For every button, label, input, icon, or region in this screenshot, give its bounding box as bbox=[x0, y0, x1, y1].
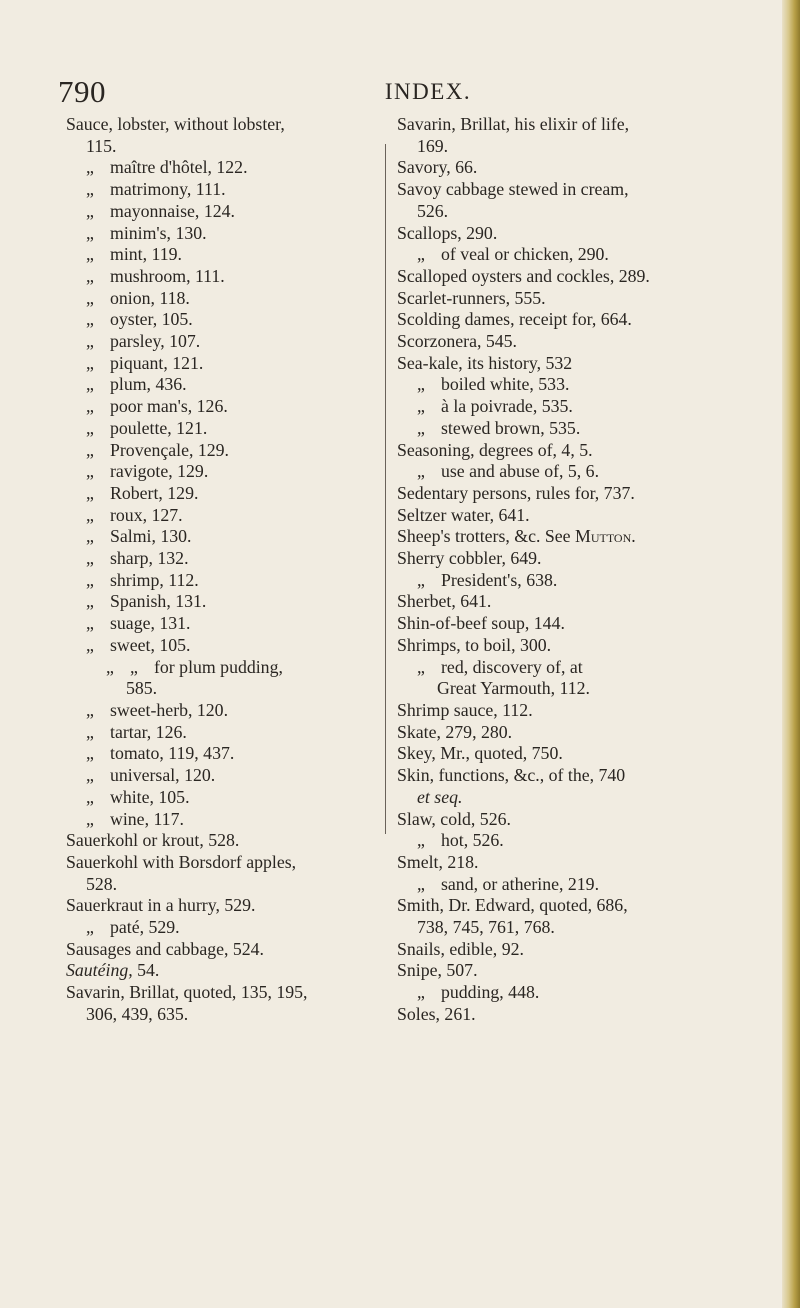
entry-text: Sauerkohl or krout, 528. bbox=[66, 830, 240, 851]
index-entry bbox=[66, 939, 384, 961]
entry-text: Salmi, 130. bbox=[110, 526, 192, 547]
entry-text: universal, 120. bbox=[110, 765, 216, 786]
ditto-mark: „ bbox=[86, 200, 94, 221]
entry-text: oyster, 105. bbox=[110, 309, 193, 330]
index-entry bbox=[397, 353, 709, 375]
entry-text: Robert, 129. bbox=[110, 482, 199, 503]
entry-text: Sautéing, 54. bbox=[66, 960, 160, 981]
entry-text: sharp, 132. bbox=[110, 548, 189, 569]
entry-text: à la poivrade, 535. bbox=[441, 396, 573, 417]
entry-text: Soles, 261. bbox=[397, 1003, 476, 1024]
entry-italic-heading: Sautéing, bbox=[66, 960, 133, 981]
ditto-mark: „ bbox=[86, 309, 94, 330]
entry-text: Skin, functions, &c., of the, 740 bbox=[397, 765, 626, 786]
entry-text: use and abuse of, 5, 6. bbox=[441, 461, 600, 482]
entry-text: Seasoning, degrees of, 4, 5. bbox=[397, 439, 593, 460]
entry-text: Seltzer water, 641. bbox=[397, 504, 530, 525]
entry-text: Provençale, 129. bbox=[110, 439, 229, 460]
entry-text: poor man's, 126. bbox=[110, 396, 228, 417]
index-entry bbox=[397, 331, 709, 353]
entry-text: sweet-herb, 120. bbox=[110, 699, 229, 720]
ditto-mark: „ bbox=[417, 569, 425, 590]
entry-text: wine, 117. bbox=[110, 808, 184, 829]
index-entry bbox=[397, 570, 709, 592]
index-entry bbox=[397, 461, 709, 483]
index-entry bbox=[397, 244, 709, 266]
entry-text: Skate, 279, 280. bbox=[397, 721, 513, 742]
entry-text: Slaw, cold, 526. bbox=[397, 808, 511, 829]
cross-reference: Mutton. bbox=[575, 526, 636, 547]
index-entry bbox=[397, 874, 709, 896]
entry-text: Savarin, Brillat, his elixir of life, bbox=[397, 114, 630, 134]
index-entry bbox=[66, 809, 384, 831]
page-edge bbox=[782, 0, 800, 1308]
index-entry bbox=[66, 179, 384, 201]
index-entry bbox=[397, 830, 709, 852]
entry-text: of veal or chicken, 290. bbox=[441, 244, 609, 265]
index-entry bbox=[397, 852, 709, 874]
entry-text: Sauerkohl with Borsdorf apples, bbox=[66, 851, 297, 872]
entry-text: tomato, 119, 437. bbox=[110, 743, 235, 764]
index-entry bbox=[397, 982, 709, 1004]
entry-text: Shrimp sauce, 112. bbox=[397, 699, 533, 720]
entry-text: suage, 131. bbox=[110, 613, 191, 634]
index-entry bbox=[397, 613, 709, 635]
index-entry bbox=[397, 483, 709, 505]
ditto-mark: „ bbox=[86, 721, 94, 742]
ditto-mark: „ bbox=[86, 352, 94, 373]
entry-text: piquant, 121. bbox=[110, 352, 204, 373]
entry-text: Sauce, lobster, without lobster, bbox=[66, 114, 285, 134]
index-entry bbox=[66, 722, 384, 744]
entry-text: mayonnaise, 124. bbox=[110, 200, 235, 221]
index-entry bbox=[66, 353, 384, 375]
index-entry bbox=[66, 830, 384, 852]
index-entry bbox=[66, 700, 384, 722]
index-entry bbox=[397, 743, 709, 765]
entry-text: for plum pudding, bbox=[154, 656, 283, 677]
index-entry bbox=[66, 223, 384, 245]
entry-continuation: Great Yarmouth, 112. bbox=[437, 678, 590, 699]
entry-text: Sherry cobbler, 649. bbox=[397, 548, 542, 569]
index-entry bbox=[66, 526, 384, 548]
entry-text: Smelt, 218. bbox=[397, 851, 479, 872]
entry-text: Scarlet-runners, 555. bbox=[397, 287, 546, 308]
entry-text: roux, 127. bbox=[110, 504, 183, 525]
index-entry bbox=[397, 440, 709, 462]
index-entry bbox=[397, 1004, 709, 1026]
index-entry bbox=[66, 440, 384, 462]
entry-text: Snails, edible, 92. bbox=[397, 938, 524, 959]
entry-text: parsley, 107. bbox=[110, 331, 201, 352]
index-column-right bbox=[397, 114, 709, 1026]
ditto-mark: „ bbox=[86, 265, 94, 286]
index-entry bbox=[397, 418, 709, 440]
ditto-mark: „ bbox=[86, 396, 94, 417]
entry-text: Smith, Dr. Edward, quoted, 686, bbox=[397, 895, 628, 916]
entry-text: Spanish, 131. bbox=[110, 591, 207, 612]
index-entry bbox=[66, 548, 384, 570]
ditto-mark: „ bbox=[86, 439, 94, 460]
entry-text: stewed brown, 535. bbox=[441, 417, 581, 438]
entry-text: sweet, 105. bbox=[110, 634, 191, 655]
entry-text: paté, 529. bbox=[110, 917, 180, 938]
ditto-mark: „ bbox=[86, 569, 94, 590]
index-entry bbox=[66, 418, 384, 440]
ditto-mark: „ bbox=[86, 808, 94, 829]
index-entry bbox=[397, 722, 709, 744]
index-entry bbox=[397, 309, 709, 331]
index-entry bbox=[397, 809, 709, 831]
ditto-mark: „ bbox=[86, 743, 94, 764]
entry-text: Scalloped oysters and cockles, 289. bbox=[397, 265, 650, 286]
index-entry bbox=[66, 309, 384, 331]
ditto-mark: „ bbox=[86, 482, 94, 503]
entry-continuation: 115. bbox=[86, 135, 117, 156]
ditto-mark: „ bbox=[86, 287, 94, 308]
ditto-mark: „ bbox=[86, 417, 94, 438]
ditto-mark: „ bbox=[86, 591, 94, 612]
entry-text: President's, 638. bbox=[441, 569, 558, 590]
index-entry bbox=[66, 787, 384, 809]
entry-text: matrimony, 111. bbox=[110, 179, 226, 200]
ditto-mark: „ bbox=[417, 396, 425, 417]
index-entry bbox=[66, 483, 384, 505]
ditto-mark: „ bbox=[417, 830, 425, 851]
index-entry bbox=[397, 765, 709, 808]
entry-text: Snipe, 507. bbox=[397, 960, 478, 981]
index-entry bbox=[66, 917, 384, 939]
index-entry bbox=[397, 505, 709, 527]
ditto-mark: „ bbox=[106, 656, 114, 677]
entry-text: sand, or atherine, 219. bbox=[441, 873, 600, 894]
ditto-mark: „ bbox=[86, 765, 94, 786]
ditto-mark: „ bbox=[86, 634, 94, 655]
index-entry bbox=[66, 244, 384, 266]
index-entry bbox=[66, 982, 384, 1025]
index-entry bbox=[397, 960, 709, 982]
entry-text: Scorzonera, 545. bbox=[397, 331, 517, 352]
entry-text: hot, 526. bbox=[441, 830, 504, 851]
index-entry bbox=[397, 635, 709, 657]
ditto-mark: „ bbox=[86, 222, 94, 243]
ditto-mark: „ bbox=[86, 157, 94, 178]
entry-continuation: 526. bbox=[417, 200, 449, 221]
ditto-mark: „ bbox=[86, 786, 94, 807]
running-head: INDEX. bbox=[384, 79, 472, 104]
index-entry bbox=[66, 570, 384, 592]
entry-continuation: 528. bbox=[86, 873, 118, 894]
index-entry bbox=[66, 743, 384, 765]
index-entry bbox=[397, 157, 709, 179]
entry-continuation: 738, 745, 761, 768. bbox=[417, 917, 555, 938]
ditto-mark: „ bbox=[417, 656, 425, 677]
index-entry bbox=[397, 396, 709, 418]
ditto-mark: „ bbox=[86, 374, 94, 395]
index-entry bbox=[66, 657, 384, 700]
index-entry bbox=[397, 223, 709, 245]
entry-text: Shrimps, to boil, 300. bbox=[397, 634, 552, 655]
entry-text: Savarin, Brillat, quoted, 135, 195, bbox=[66, 982, 308, 1003]
entry-text: Scallops, 290. bbox=[397, 222, 498, 243]
ditto-mark: „ bbox=[86, 699, 94, 720]
entry-text: Sausages and cabbage, 524. bbox=[66, 938, 264, 959]
index-entry bbox=[66, 591, 384, 613]
entry-text: maître d'hôtel, 122. bbox=[110, 157, 248, 178]
index-entry bbox=[397, 179, 709, 222]
entry-continuation: 169. bbox=[417, 135, 449, 156]
ditto-mark: „ bbox=[86, 613, 94, 634]
index-entry bbox=[66, 266, 384, 288]
entry-text: red, discovery of, at bbox=[441, 656, 583, 677]
index-entry bbox=[397, 266, 709, 288]
index-entry bbox=[397, 895, 709, 938]
entry-text: minim's, 130. bbox=[110, 222, 207, 243]
entry-text: tartar, 126. bbox=[110, 721, 187, 742]
ditto-mark: „ bbox=[417, 873, 425, 894]
entry-text: Shin-of-beef soup, 144. bbox=[397, 613, 565, 634]
index-entry bbox=[66, 114, 384, 157]
index-entry bbox=[397, 939, 709, 961]
entry-text: plum, 436. bbox=[110, 374, 187, 395]
ditto-mark: „ bbox=[86, 917, 94, 938]
ditto-mark: „ bbox=[86, 526, 94, 547]
entry-text: Sherbet, 641. bbox=[397, 591, 492, 612]
entry-text: pudding, 448. bbox=[441, 982, 540, 1003]
entry-text: onion, 118. bbox=[110, 287, 190, 308]
index-entry bbox=[397, 657, 709, 700]
ditto-mark: „ bbox=[417, 244, 425, 265]
entry-text: poulette, 121. bbox=[110, 417, 208, 438]
ditto-mark: „ bbox=[417, 461, 425, 482]
entry-continuation: et seq. bbox=[417, 786, 463, 807]
index-entry bbox=[66, 895, 384, 917]
entry-text: Sea-kale, its history, 532 bbox=[397, 352, 573, 373]
entry-continuation: 306, 439, 635. bbox=[86, 1003, 189, 1024]
ditto-mark: „ bbox=[417, 417, 425, 438]
index-entry bbox=[397, 700, 709, 722]
entry-text: Savoy cabbage stewed in cream, bbox=[397, 179, 629, 200]
entry-text: white, 105. bbox=[110, 786, 190, 807]
index-entry bbox=[66, 505, 384, 527]
entry-text: Sheep's trotters, &c. See Mutton. bbox=[397, 526, 636, 547]
index-entry bbox=[397, 526, 709, 548]
ditto-mark: „ bbox=[86, 461, 94, 482]
entry-text: Scolding dames, receipt for, 664. bbox=[397, 309, 632, 330]
entry-continuation: 585. bbox=[126, 678, 158, 699]
index-entry bbox=[397, 548, 709, 570]
index-entry bbox=[397, 591, 709, 613]
entry-text: mint, 119. bbox=[110, 244, 182, 265]
ditto-mark: „ bbox=[86, 331, 94, 352]
entry-text: Skey, Mr., quoted, 750. bbox=[397, 743, 563, 764]
page-number: 790 bbox=[58, 74, 106, 109]
entry-text: Sauerkraut in a hurry, 529. bbox=[66, 895, 256, 916]
index-entry bbox=[66, 461, 384, 483]
index-entry bbox=[66, 852, 384, 895]
entry-text: Savory, 66. bbox=[397, 157, 478, 178]
index-entry bbox=[397, 288, 709, 310]
index-entry bbox=[66, 635, 384, 657]
ditto-mark: „ bbox=[417, 982, 425, 1003]
ditto-mark: „ bbox=[86, 179, 94, 200]
ditto-mark: „ bbox=[130, 656, 138, 677]
entry-text: boiled white, 533. bbox=[441, 374, 570, 395]
ditto-mark: „ bbox=[86, 244, 94, 265]
entry-text: ravigote, 129. bbox=[110, 461, 209, 482]
column-divider bbox=[385, 144, 386, 834]
entry-text: shrimp, 112. bbox=[110, 569, 199, 590]
index-entry bbox=[66, 201, 384, 223]
index-entry bbox=[66, 157, 384, 179]
ditto-mark: „ bbox=[86, 548, 94, 569]
entry-text: Sedentary persons, rules for, 737. bbox=[397, 482, 635, 503]
index-entry bbox=[397, 114, 709, 157]
index-entry bbox=[66, 331, 384, 353]
index-entry bbox=[66, 765, 384, 787]
index-entry bbox=[66, 374, 384, 396]
index-entry bbox=[66, 613, 384, 635]
page-header bbox=[58, 74, 758, 110]
ditto-mark: „ bbox=[417, 374, 425, 395]
index-entry bbox=[66, 960, 384, 982]
ditto-mark: „ bbox=[86, 504, 94, 525]
index-entry bbox=[66, 396, 384, 418]
index-entry bbox=[397, 374, 709, 396]
index-column-left bbox=[66, 114, 384, 1026]
entry-text: mushroom, 111. bbox=[110, 265, 225, 286]
index-entry bbox=[66, 288, 384, 310]
